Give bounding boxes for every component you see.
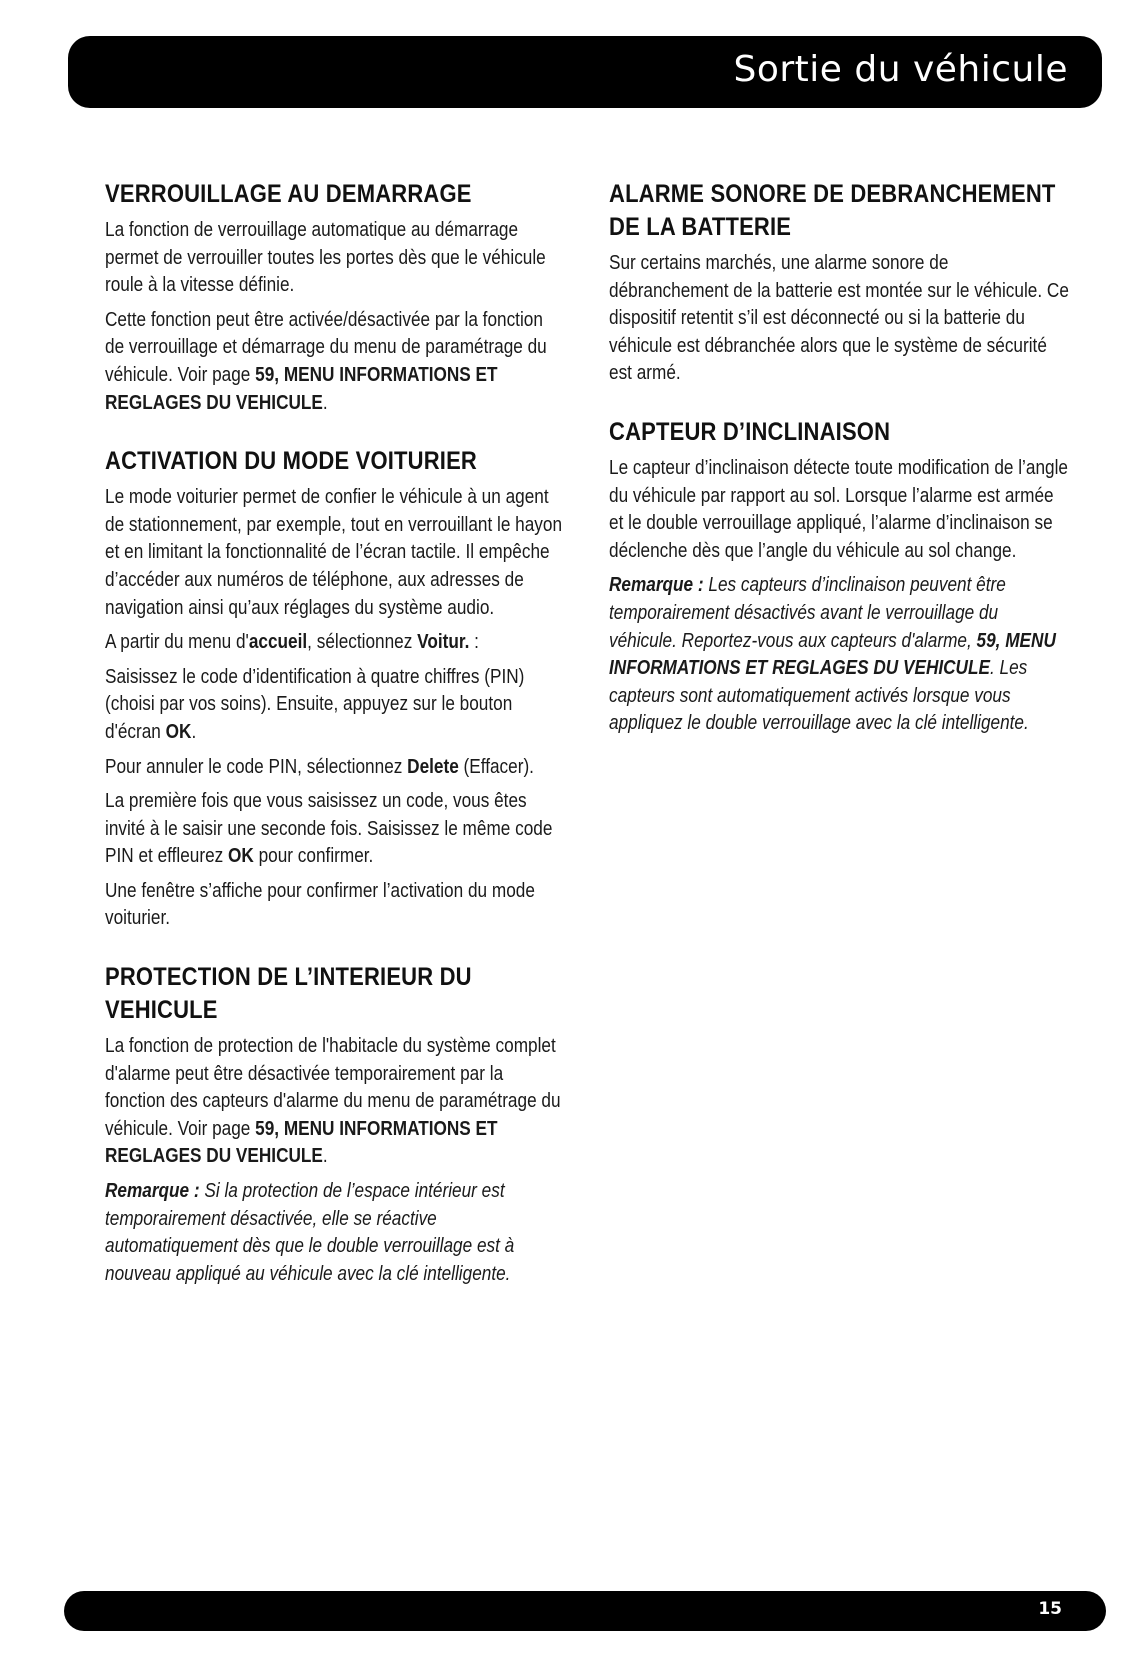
paragraph: Saisissez le code d’identification à quatre chiffres (PIN) (choisi par vos soins). Ensuite, appuyez sur le bouton d'écran OK.	[105, 665, 525, 743]
left-column	[105, 178, 563, 1316]
page-reference-link[interactable]: 59, MENU INFORMATIONS ET REGLAGES DU VEHICULE	[609, 629, 1056, 680]
paragraph: Cette fonction peut être activée/désactivée par la fonction de verrouillage et démarrage du menu de paramétrage du véhicule. Voir page 59, MENU INFORMATIONS ET REGLAGES DU VEHICULE.	[105, 308, 547, 414]
right-column	[609, 178, 1069, 766]
paragraph: A partir du menu d'accueil, sélectionnez Voitur. :	[105, 631, 479, 654]
page-reference-link[interactable]: 59, MENU INFORMATIONS ET REGLAGES DU VEHICULE	[105, 363, 498, 414]
paragraph: La fonction de verrouillage automatique au démarrage permet de verrouiller toutes les portes dès que le véhicule roule à la vitesse définie.	[105, 219, 546, 297]
paragraph: Pour annuler le code PIN, sélectionnez Delete (Effacer).	[105, 755, 534, 778]
note-label: Remarque :	[105, 1180, 200, 1203]
section-alarme	[609, 178, 1069, 388]
page-reference-link[interactable]: 59, MENU INFORMATIONS ET REGLAGES DU VEHICULE	[105, 1117, 498, 1168]
section-heading: PROTECTION DE L’INTERIEUR DU VEHICULE	[105, 963, 472, 1025]
header-bar	[68, 36, 1102, 108]
section-heading: ACTIVATION DU MODE VOITURIER	[105, 447, 478, 476]
button-name: Delete	[407, 755, 459, 778]
page-title: Sortie du véhicule	[733, 49, 1068, 90]
note-label: Remarque :	[609, 574, 704, 597]
page-number: 15	[1038, 1599, 1062, 1619]
paragraph: Une fenêtre s’affiche pour confirmer l’activation du mode voiturier.	[105, 879, 535, 930]
section-heading: VERROUILLAGE AU DEMARRAGE	[105, 180, 472, 208]
section-voiturier	[105, 445, 563, 933]
note: Remarque : Si la protection de l’espace intérieur est temporairement désactivée, elle se réactive automatiquement dès que le double verrouillage est à nouveau appliqué au véhicule avec la clé intelligente.	[105, 1180, 515, 1285]
paragraph: Le mode voiturier permet de confier le véhicule à un agent de stationnement, par exemple, tout en verrouillant le hayon et en limitant la fonctionnalité de l’écran tactile. Il empêche d’accéder aux numéros de téléphone, aux adresses de navigation ainsi qu’aux réglages du système audio.	[105, 486, 563, 619]
button-name: OK	[165, 720, 192, 743]
paragraph: Le capteur d’inclinaison détecte toute modification de l’angle du véhicule par rapport au sol. Lorsque l’alarme est armée et le double verrouillage appliqué, l’alarme d’inclinaison se déclenche dès que l’angle du véhicule au sol change.	[609, 456, 1068, 562]
section-heading: ALARME SONORE DE DEBRANCHEMENT DE LA BATTERIE	[609, 180, 1056, 241]
menu-option: Voitur.	[417, 631, 470, 654]
footer-bar	[64, 1591, 1106, 1631]
section-protection	[105, 961, 563, 1288]
section-inclinaison	[609, 416, 1069, 738]
section-verrouillage	[105, 178, 563, 417]
button-name: OK	[228, 845, 254, 868]
paragraph: Sur certains marchés, une alarme sonore de débranchement de la batterie est montée sur le véhicule. Ce dispositif retentit s’il est déconnecté ou si la batterie du véhicule est débranchée alors que le système de sécurité est armé.	[609, 252, 1069, 385]
section-heading: CAPTEUR D’INCLINAISON	[609, 417, 891, 446]
menu-name: accueil	[248, 631, 308, 654]
note: Remarque : Les capteurs d’inclinaison peuvent être temporairement désactivés avant le verrouillage du véhicule. Reportez-vous aux capteurs d'alarme, 59, MENU INFORMATIONS ET REGLAGES DU VEHICULE. Les capteurs sont automatiquement activés lorsque vous appliquez le double verrouillage avec la clé intelligente.	[609, 574, 1056, 735]
paragraph: La fonction de protection de l'habitacle du système complet d'alarme peut être désactivée temporairement par la fonction des capteurs d'alarme du menu de paramétrage du véhicule. Voir page 59, MENU INFORMATIONS ET REGLAGES DU VEHICULE.	[105, 1035, 561, 1168]
paragraph: La première fois que vous saisissez un code, vous êtes invité à le saisir une seconde fois. Saisissez le même code PIN et effleurez OK pour confirmer.	[105, 790, 553, 868]
